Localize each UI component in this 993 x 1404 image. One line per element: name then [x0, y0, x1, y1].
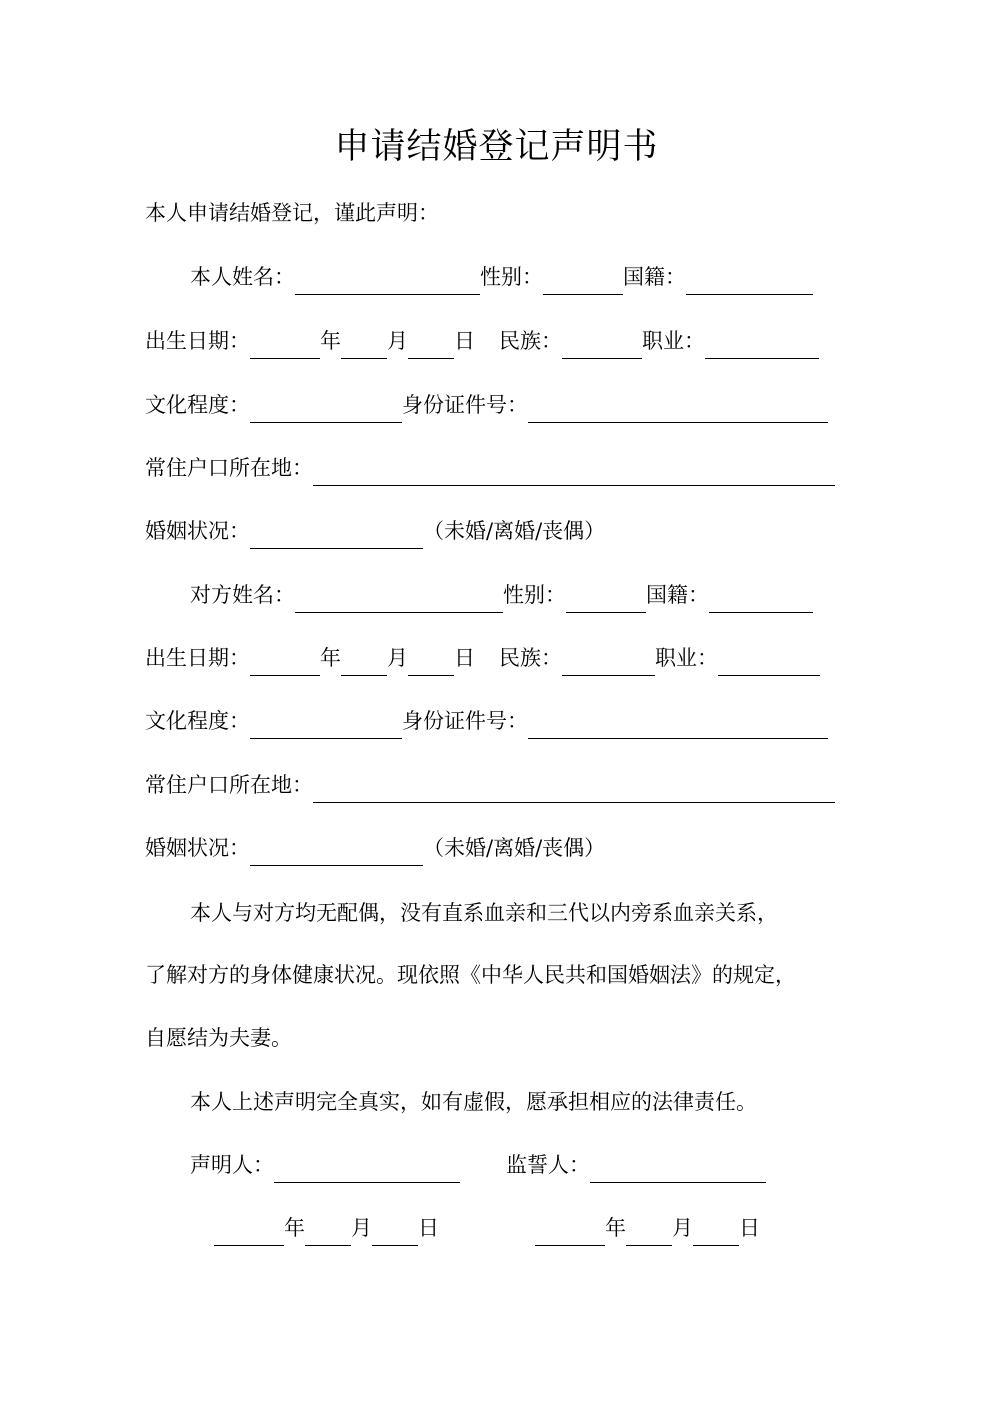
self-ethnicity-label: 民族：: [499, 329, 562, 353]
self-birth-year-field[interactable]: [250, 333, 320, 359]
declarant-year-label: 年: [284, 1216, 305, 1240]
declarant-day-field[interactable]: [372, 1220, 418, 1246]
signature-date-row: [145, 1210, 865, 1246]
partner-gender-label: 性别：: [503, 583, 566, 607]
partner-birth-row: [145, 640, 865, 676]
self-occupation-label: 职业：: [642, 329, 705, 353]
self-residence-label: 常住户口所在地：: [145, 456, 313, 480]
signature-row: [145, 1147, 865, 1183]
declarant-label: 声明人：: [190, 1153, 274, 1177]
self-nationality-field[interactable]: [686, 269, 813, 295]
declaration-text-4: 本人上述声明完全真实，如有虚假，愿承担相应的法律责任。: [190, 1090, 757, 1114]
self-id-label: 身份证件号：: [402, 393, 528, 417]
partner-occupation-label: 职业：: [655, 646, 718, 670]
self-education-field[interactable]: [250, 397, 402, 423]
self-education-label: 文化程度：: [145, 393, 250, 417]
document-title: 申请结婚登记声明书: [334, 127, 659, 167]
partner-year-label: 年: [320, 646, 341, 670]
self-gender-field[interactable]: [543, 269, 623, 295]
self-name-label: 本人姓名：: [190, 265, 295, 289]
self-birth-label: 出生日期：: [145, 329, 250, 353]
declaration-text-1: 本人与对方均无配偶，没有直系血亲和三代以内旁系血亲关系，: [190, 901, 778, 925]
partner-marital-field[interactable]: [250, 840, 423, 866]
partner-day-label: 日: [454, 646, 475, 670]
self-marital-options: （未婚/离婚/丧偶）: [423, 519, 606, 543]
partner-name-field[interactable]: [295, 587, 503, 613]
partner-occupation-field[interactable]: [718, 650, 820, 676]
supervisor-year-field[interactable]: [535, 1220, 605, 1246]
declarant-month-label: 月: [351, 1216, 372, 1240]
partner-birth-day-field[interactable]: [408, 650, 454, 676]
self-residence-row: [145, 450, 865, 486]
supervisor-day-field[interactable]: [693, 1220, 739, 1246]
partner-marital-options: （未婚/离婚/丧偶）: [423, 836, 606, 860]
declaration-line-1: [145, 895, 865, 931]
declarant-month-field[interactable]: [305, 1220, 351, 1246]
partner-nationality-label: 国籍：: [646, 583, 709, 607]
partner-residence-row: [145, 767, 865, 803]
partner-id-field[interactable]: [528, 713, 828, 739]
self-nationality-label: 国籍：: [623, 265, 686, 289]
partner-month-label: 月: [387, 646, 408, 670]
partner-residence-label: 常住户口所在地：: [145, 773, 313, 797]
intro-text: 本人申请结婚登记，谨此声明：: [145, 201, 439, 225]
self-residence-field[interactable]: [313, 460, 835, 486]
self-birth-month-field[interactable]: [341, 333, 387, 359]
partner-marital-row: [145, 830, 865, 866]
partner-ethnicity-label: 民族：: [499, 646, 562, 670]
self-birth-day-field[interactable]: [408, 333, 454, 359]
declaration-line-3: [145, 1020, 865, 1056]
partner-education-label: 文化程度：: [145, 709, 250, 733]
self-name-row: [145, 259, 865, 295]
partner-gender-field[interactable]: [566, 587, 646, 613]
declarant-day-label: 日: [418, 1216, 439, 1240]
supervisor-month-label: 月: [672, 1216, 693, 1240]
self-birth-row: [145, 323, 865, 359]
partner-name-label: 对方姓名：: [190, 583, 295, 607]
declarant-year-field[interactable]: [214, 1220, 284, 1246]
declarant-field[interactable]: [274, 1157, 460, 1183]
declaration-line-4: [145, 1084, 865, 1120]
partner-nationality-field[interactable]: [709, 587, 813, 613]
self-education-row: [145, 387, 865, 423]
self-ethnicity-field[interactable]: [562, 333, 642, 359]
declaration-line-2: [145, 957, 865, 993]
self-name-field[interactable]: [295, 269, 480, 295]
self-year-label: 年: [320, 329, 341, 353]
self-marital-row: [145, 513, 865, 549]
partner-education-field[interactable]: [250, 713, 402, 739]
partner-marital-label: 婚姻状况：: [145, 836, 250, 860]
partner-birth-month-field[interactable]: [341, 650, 387, 676]
supervisor-month-field[interactable]: [626, 1220, 672, 1246]
self-month-label: 月: [387, 329, 408, 353]
self-occupation-field[interactable]: [705, 333, 819, 359]
self-day-label: 日: [454, 329, 475, 353]
declaration-text-2: 了解对方的身体健康状况。现依照《中华人民共和国婚姻法》的规定，: [145, 963, 796, 987]
intro-line: [145, 195, 865, 231]
partner-id-label: 身份证件号：: [402, 709, 528, 733]
supervisor-year-label: 年: [605, 1216, 626, 1240]
partner-birth-year-field[interactable]: [250, 650, 320, 676]
partner-name-row: [145, 577, 865, 613]
partner-education-row: [145, 703, 865, 739]
supervisor-label: 监誓人：: [506, 1153, 590, 1177]
self-gender-label: 性别：: [480, 265, 543, 289]
partner-residence-field[interactable]: [313, 777, 835, 803]
self-marital-field[interactable]: [250, 523, 423, 549]
partner-birth-label: 出生日期：: [145, 646, 250, 670]
supervisor-day-label: 日: [739, 1216, 760, 1240]
self-id-field[interactable]: [528, 397, 828, 423]
self-marital-label: 婚姻状况：: [145, 519, 250, 543]
supervisor-field[interactable]: [590, 1157, 766, 1183]
declaration-text-3: 自愿结为夫妻。: [145, 1026, 292, 1050]
partner-ethnicity-field[interactable]: [562, 650, 655, 676]
